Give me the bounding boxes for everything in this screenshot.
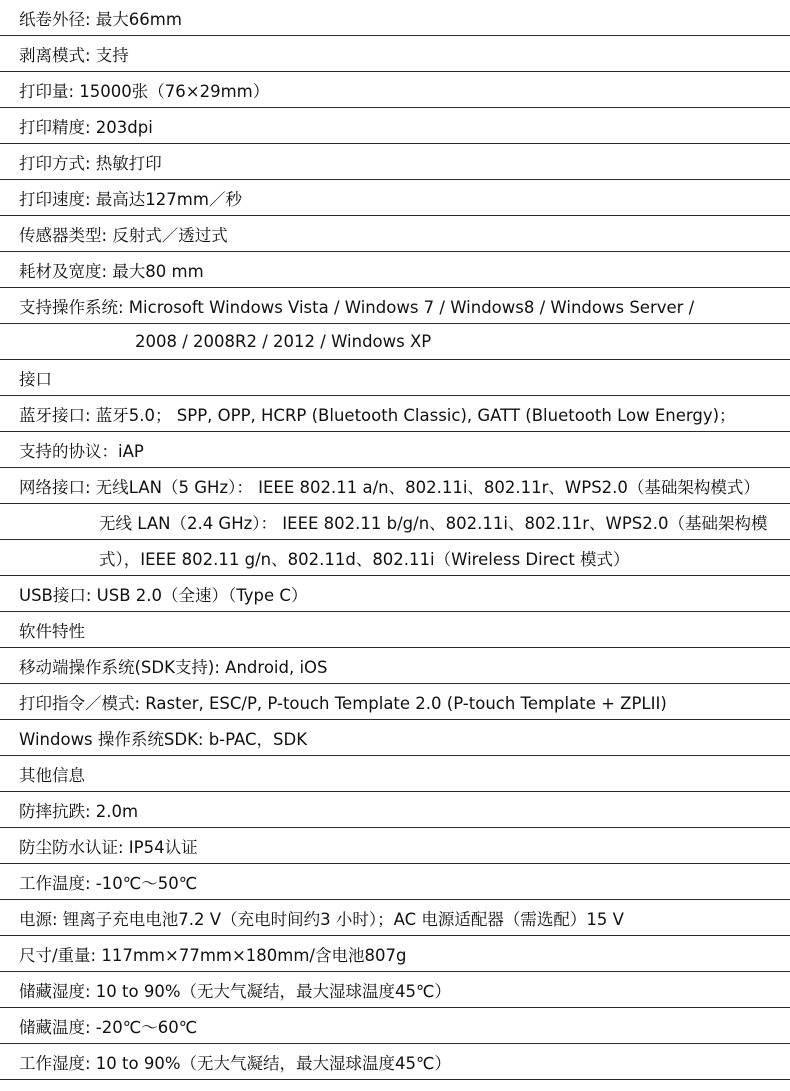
spec-row-storage-humidity: 储藏湿度: 10 to 90%（无大气凝结，最大湿球温度45℃） [0,972,790,1008]
spec-row-paper-roll-diameter: 纸卷外径: 最大66mm [0,0,790,36]
spec-row-mobile-os: 移动端操作系统(SDK支持): Android, iOS [0,648,790,684]
spec-row-ip-rating: 防尘防水认证: IP54认证 [0,828,790,864]
spec-row-network-24ghz: 无线 LAN（2.4 GHz）： IEEE 802.11 b/g/n、802.11i、802.11r、WPS2.0（基础架构模 [0,504,790,540]
spec-row-media-width: 耗材及宽度: 最大80 mm [0,252,790,288]
spec-row-sensor-type: 传感器类型: 反射式／透过式 [0,216,790,252]
spec-row-power: 电源: 锂离子充电电池7.2 V（充电时间约3 小时）；AC 电源适配器（需选配）15 V [0,900,790,936]
spec-row-print-resolution: 打印精度: 203dpi [0,108,790,144]
spec-row-windows-sdk: Windows 操作系统SDK: b-PAC，SDK [0,720,790,756]
section-heading-software: 软件特性 [0,612,790,648]
spec-row-usb: USB接口: USB 2.0（全速）（Type C） [0,576,790,612]
section-heading-interfaces: 接口 [0,360,790,396]
spec-row-operating-temperature: 工作温度: -10℃～50℃ [0,864,790,900]
spec-row-bluetooth: 蓝牙接口: 蓝牙5.0； SPP, OPP, HCRP (Bluetooth Classic), GATT (Bluetooth Low Energy)； [0,396,790,432]
spec-row-supported-os: 支持操作系统: Microsoft Windows Vista / Windows 7 / Windows8 / Windows Server / [0,288,790,324]
spec-row-print-volume: 打印量: 15000张（76×29mm） [0,72,790,108]
spec-row-print-method: 打印方式: 热敏打印 [0,144,790,180]
spec-row-storage-temperature: 储藏温度: -20℃～60℃ [0,1008,790,1044]
spec-row-supported-os-continued: 2008 / 2008R2 / 2012 / Windows XP [0,324,790,360]
spec-row-operating-humidity: 工作湿度: 10 to 90%（无大气凝结，最大湿球温度45℃） [0,1044,790,1080]
spec-row-network-5ghz: 网络接口: 无线LAN（5 GHz）： IEEE 802.11 a/n、802.11i、802.11r、WPS2.0（基础架构模式） [0,468,790,504]
spec-row-protocol: 支持的协议：iAP [0,432,790,468]
spec-row-print-commands: 打印指令／模式: Raster, ESC/P, P-touch Template 2.0 (P-touch Template + ZPLII) [0,684,790,720]
spec-row-drop-resistance: 防摔抗跌: 2.0m [0,792,790,828]
spec-row-network-24ghz-continued: 式），IEEE 802.11 g/n、802.11d、802.11i（Wireless Direct 模式） [0,540,790,576]
section-heading-other: 其他信息 [0,756,790,792]
spec-row-peel-mode: 剥离模式: 支持 [0,36,790,72]
spec-row-print-speed: 打印速度: 最高达127mm／秒 [0,180,790,216]
spec-row-dimensions-weight: 尺寸/重量: 117mm×77mm×180mm/含电池807g [0,936,790,972]
